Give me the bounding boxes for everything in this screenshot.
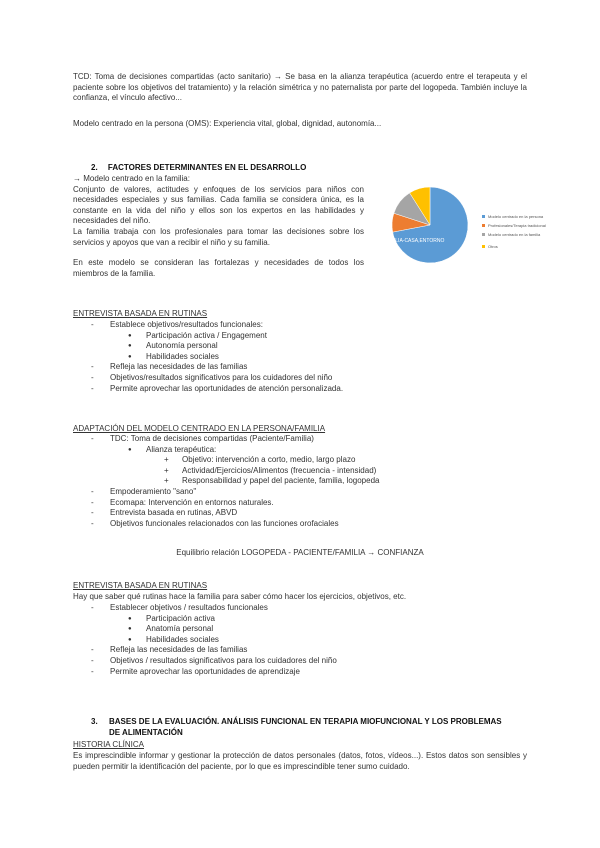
section-2-text xyxy=(73,174,364,279)
section-number: 3. xyxy=(91,717,98,726)
rutinas-1-list xyxy=(73,320,527,394)
legend-swatch xyxy=(482,215,485,218)
rutinas-2-list xyxy=(73,603,527,677)
pie-legend xyxy=(482,214,546,249)
section-title-continued: DE ALIMENTACIÓN xyxy=(109,727,183,737)
section-title: BASES DE LA EVALUACIÓN. ANÁLISIS FUNCIONAL EN TERAPIA MIOFUNCIONAL Y LOS PROBLEMAS xyxy=(109,717,502,726)
adaptacion-list xyxy=(73,434,527,529)
list-item: ● Alianza terapéutica: xyxy=(73,445,527,456)
rutinas-2-intro: Hay que saber qué rutinas hace la familia para saber cómo hacer los ejercicios, objetivos, etc. xyxy=(73,592,407,601)
pie-slices xyxy=(392,187,468,263)
list-item: + Objetivo: intervención a corto, medio, largo plazo xyxy=(73,455,527,466)
list-item: - TDC: Toma de decisiones compartidas (Paciente/Familia) xyxy=(73,434,527,445)
section-3-heading xyxy=(91,717,527,738)
intro-tcd xyxy=(73,72,527,104)
list-item: ● Autonomía personal xyxy=(73,341,527,352)
pie-chart xyxy=(372,185,550,265)
list-item: ● Habilidades sociales xyxy=(73,352,527,363)
historia-clinica-paragraph: Es imprescindible informar y gestionar la protección de datos personales (datos, fotos, vídeos...). Estos datos son sensibles y pueden permitir la identificación del paciente, por lo que es imprescindible tener sumo cuidado. xyxy=(73,751,527,771)
list-item: ● Participación activa / Engagement xyxy=(73,331,527,342)
list-item: - Refleja las necesidades de las familias xyxy=(73,362,527,373)
list-item: ● Habilidades sociales xyxy=(73,635,527,646)
family-model-collaboration: La familia trabaja con los profesionales para tomar las decisiones sobre los servicios y apoyos que van a recibir el niño y su familia. xyxy=(73,226,364,247)
equilibrio-line: Equilibrio relación LOGOPEDA - PACIENTE/FAMILIA → CONFIANZA xyxy=(176,548,424,557)
slice-label-familia: FAMILIA-CASA,ENTORNO xyxy=(383,238,445,244)
section-title: FACTORES DETERMINANTES EN EL DESARROLLO xyxy=(107,163,307,172)
list-item: ● Anatomía personal xyxy=(73,624,527,635)
list-item: - Permite aprovechar las oportunidades de atención personalizada. xyxy=(73,384,527,395)
tcd-paragraph: TCD: Toma de decisiones compartidas (acto sanitario) → Se basa en la alianza terapéutica (acuerdo entre el terapeuta y el paciente sobre los objetivos del tratamiento) y la relación simétrica y no paternalista por parte del logopeda. También incluye la confianza, el vínculo afectivo... xyxy=(73,72,527,103)
list-item: ● Participación activa xyxy=(73,614,527,625)
legend-swatch xyxy=(482,245,485,248)
section-2-heading xyxy=(91,163,527,174)
list-item: + Responsabilidad y papel del paciente, familia, logopeda xyxy=(73,476,527,487)
family-model-definition: Conjunto de valores, actitudes y enfoques de los servicios para niños con necesidades especiales y sus familias. Cada familia se considera única, es la constante en la vida del niño y ellos son los expertos en las habilidades y necesidades del niño. xyxy=(73,184,364,226)
legend-label: Profesionales/Terapia tradicional xyxy=(488,223,546,228)
section-number: 2. xyxy=(91,163,98,172)
legend-swatch xyxy=(482,224,485,227)
legend-swatch xyxy=(482,233,485,236)
rutinas-1-title: ENTREVISTA BASADA EN RUTINAS xyxy=(73,309,208,318)
list-item: - Refleja las necesidades de las familias xyxy=(73,645,527,656)
legend-label: Otros xyxy=(488,244,498,249)
list-item: - Objetivos / resultados significativos para los cuidadores del niño xyxy=(73,656,527,667)
list-item: - Establece objetivos/resultados funcionales: xyxy=(73,320,527,331)
intro-modelo xyxy=(73,119,527,130)
legend-label: Modelo centrado en la persona xyxy=(488,214,544,219)
modelo-oms-paragraph: Modelo centrado en la persona (OMS): Experiencia vital, global, dignidad, autonomía... xyxy=(73,119,382,128)
legend-label: Modelo centrado en la familia xyxy=(488,232,541,237)
list-item: - Empoderamiento "sano" xyxy=(73,487,527,498)
family-model-line: → Modelo centrado en la familia: xyxy=(73,174,190,183)
list-item: - Permite aprovechar las oportunidades de aprendizaje xyxy=(73,667,527,678)
list-item: - Objetivos funcionales relacionados con las funciones orofaciales xyxy=(73,519,527,530)
list-item: - Establecer objetivos / resultados funcionales xyxy=(73,603,527,614)
list-item: - Entrevista basada en rutinas, ABVD xyxy=(73,508,527,519)
list-item: + Actividad/Ejercicios/Alimentos (frecuencia - intensidad) xyxy=(73,466,527,477)
list-item: - Objetivos/resultados significativos para los cuidadores del niño xyxy=(73,373,527,384)
family-model-strengths: En este modelo se consideran las fortalezas y necesidades de todos los miembros de la familia. xyxy=(73,258,364,278)
historia-clinica-heading: HISTORIA CLÍNICA xyxy=(73,740,144,749)
list-item: - Ecomapa: Intervención en entornos naturales. xyxy=(73,498,527,509)
rutinas-2-title: ENTREVISTA BASADA EN RUTINAS xyxy=(73,581,208,590)
adaptacion-title: ADAPTACIÓN DEL MODELO CENTRADO EN LA PERSONA/FAMILIA xyxy=(73,424,326,433)
